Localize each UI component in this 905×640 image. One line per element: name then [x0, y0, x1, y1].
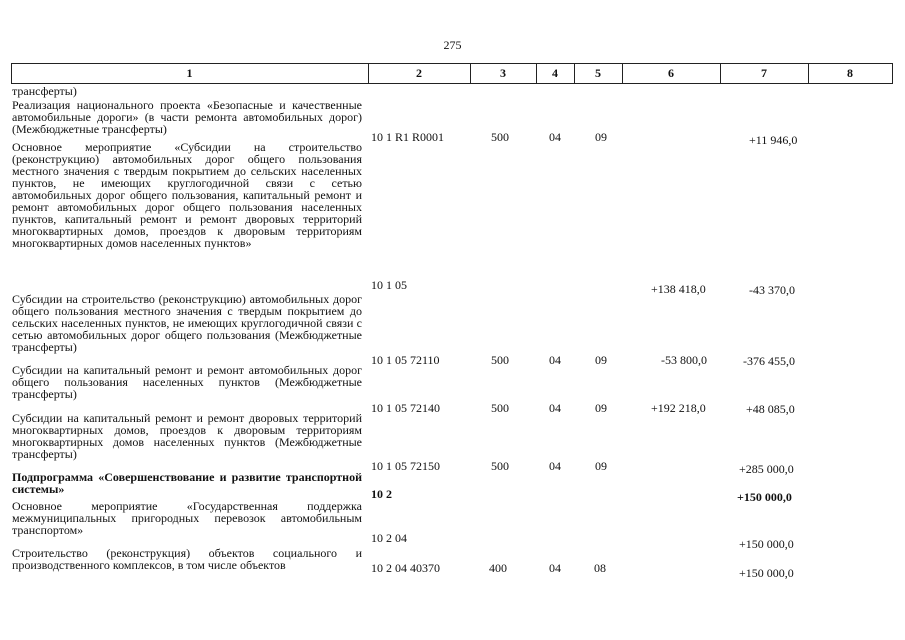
- header-col-6: 6: [668, 66, 674, 80]
- row-code: 10 1 05: [371, 278, 407, 292]
- header-top-border: [11, 63, 893, 64]
- row-group: 400: [489, 561, 507, 575]
- row-code: 10 1 05 72140: [371, 401, 440, 415]
- row-group: 500: [491, 401, 509, 415]
- table-header: [11, 63, 893, 84]
- row-amount-6: +138 418,0: [651, 282, 706, 296]
- row-description: Основное мероприятие «Субсидии на строительство (реконструкцию) автомобильных дорог общего пользования местного значения с твердым покрытием до сельских населенных пунктов, не имеющих круглогодичной связи с сетью автомобильных дорог общего пользования, капитальный ремонт и ремонт автомобильных дорог общего пользования населенных пунктов, капитальный ремонт и ремонт дворовых территорий многоквартирных домов, проездов к дворовым территориям многоквартирных домов населенных пунктов»: [12, 140, 362, 250]
- row-subsection: 09: [595, 130, 607, 144]
- row-section: 04: [549, 353, 561, 367]
- header-col-5: 5: [595, 66, 601, 80]
- header-col-4: 4: [552, 66, 558, 80]
- row-amount-7: -43 370,0: [749, 283, 795, 297]
- row-subsection: 09: [595, 401, 607, 415]
- col-divider: [892, 63, 893, 84]
- row-description: Подпрограмма «Совершенствование и развитие транспортной системы»: [12, 470, 362, 496]
- row-subsection: 08: [594, 561, 606, 575]
- header-col-1: 1: [186, 66, 193, 80]
- row-subsection: 09: [595, 353, 607, 367]
- row-amount-7: +150 000,0: [737, 490, 792, 504]
- header-col-8: 8: [847, 66, 853, 80]
- header-col-7: 7: [761, 66, 767, 80]
- row-section: 04: [549, 561, 561, 575]
- row-group: 500: [491, 353, 509, 367]
- row-code: 10 2: [371, 487, 392, 501]
- row-description: Основное мероприятие «Государственная поддержка межмуниципальных пригородных перевозок автомобильным транспортом»: [12, 499, 362, 537]
- row-section: 04: [549, 130, 561, 144]
- row-group: 500: [491, 459, 509, 473]
- row-subsection: 09: [595, 459, 607, 473]
- row-amount-6: -53 800,0: [661, 353, 707, 367]
- row-description: Субсидии на строительство (реконструкцию) автомобильных дорог общего пользования местного значения с твердым покрытием до сельских населенных пунктов, не имеющих круглогодичной связи с сетью автомобильных дорог общего пользования (Межбюджетные трансферты): [12, 292, 362, 354]
- page-number: 275: [443, 38, 462, 52]
- row-group: 500: [491, 130, 509, 144]
- row-description: Реализация национального проекта «Безопасные и качественные автомобильные дороги» (в части ремонта автомобильных дорог) (Межбюджетные трансферты): [12, 98, 362, 136]
- row-amount-7: +150 000,0: [739, 537, 794, 551]
- row-description: Строительство (реконструкция) объектов социального и производственного комплексов, в том числе объектов: [12, 546, 362, 572]
- row-amount-7: +11 946,0: [749, 133, 798, 147]
- row-description: Субсидии на капитальный ремонт и ремонт автомобильных дорог общего пользования населенных пунктов (Межбюджетные трансферты): [12, 363, 362, 401]
- header-col-2: 2: [416, 66, 422, 80]
- header-col-3: 3: [500, 66, 506, 80]
- row-amount-7: -376 455,0: [743, 354, 795, 368]
- row-code: 10 2 04 40370: [371, 561, 440, 575]
- row-amount-7: +285 000,0: [739, 462, 794, 476]
- row-section: 04: [549, 401, 561, 415]
- row-description: Субсидии на капитальный ремонт и ремонт дворовых территорий многоквартирных домов, проездов к дворовым территориям многоквартирных домов населенных пунктов (Межбюджетные трансферты): [12, 411, 362, 461]
- row-amount-7: +48 085,0: [746, 402, 795, 416]
- row-amount-6: +192 218,0: [651, 401, 706, 415]
- row-amount-7: +150 000,0: [739, 566, 794, 580]
- row-code: 10 1 05 72150: [371, 459, 440, 473]
- row-description: трансферты): [12, 84, 77, 98]
- row-section: 04: [549, 459, 561, 473]
- row-code: 10 2 04: [371, 531, 407, 545]
- row-code: 10 1 R1 R0001: [371, 130, 445, 144]
- row-code: 10 1 05 72110: [371, 353, 440, 367]
- header-bottom-border: [11, 83, 893, 84]
